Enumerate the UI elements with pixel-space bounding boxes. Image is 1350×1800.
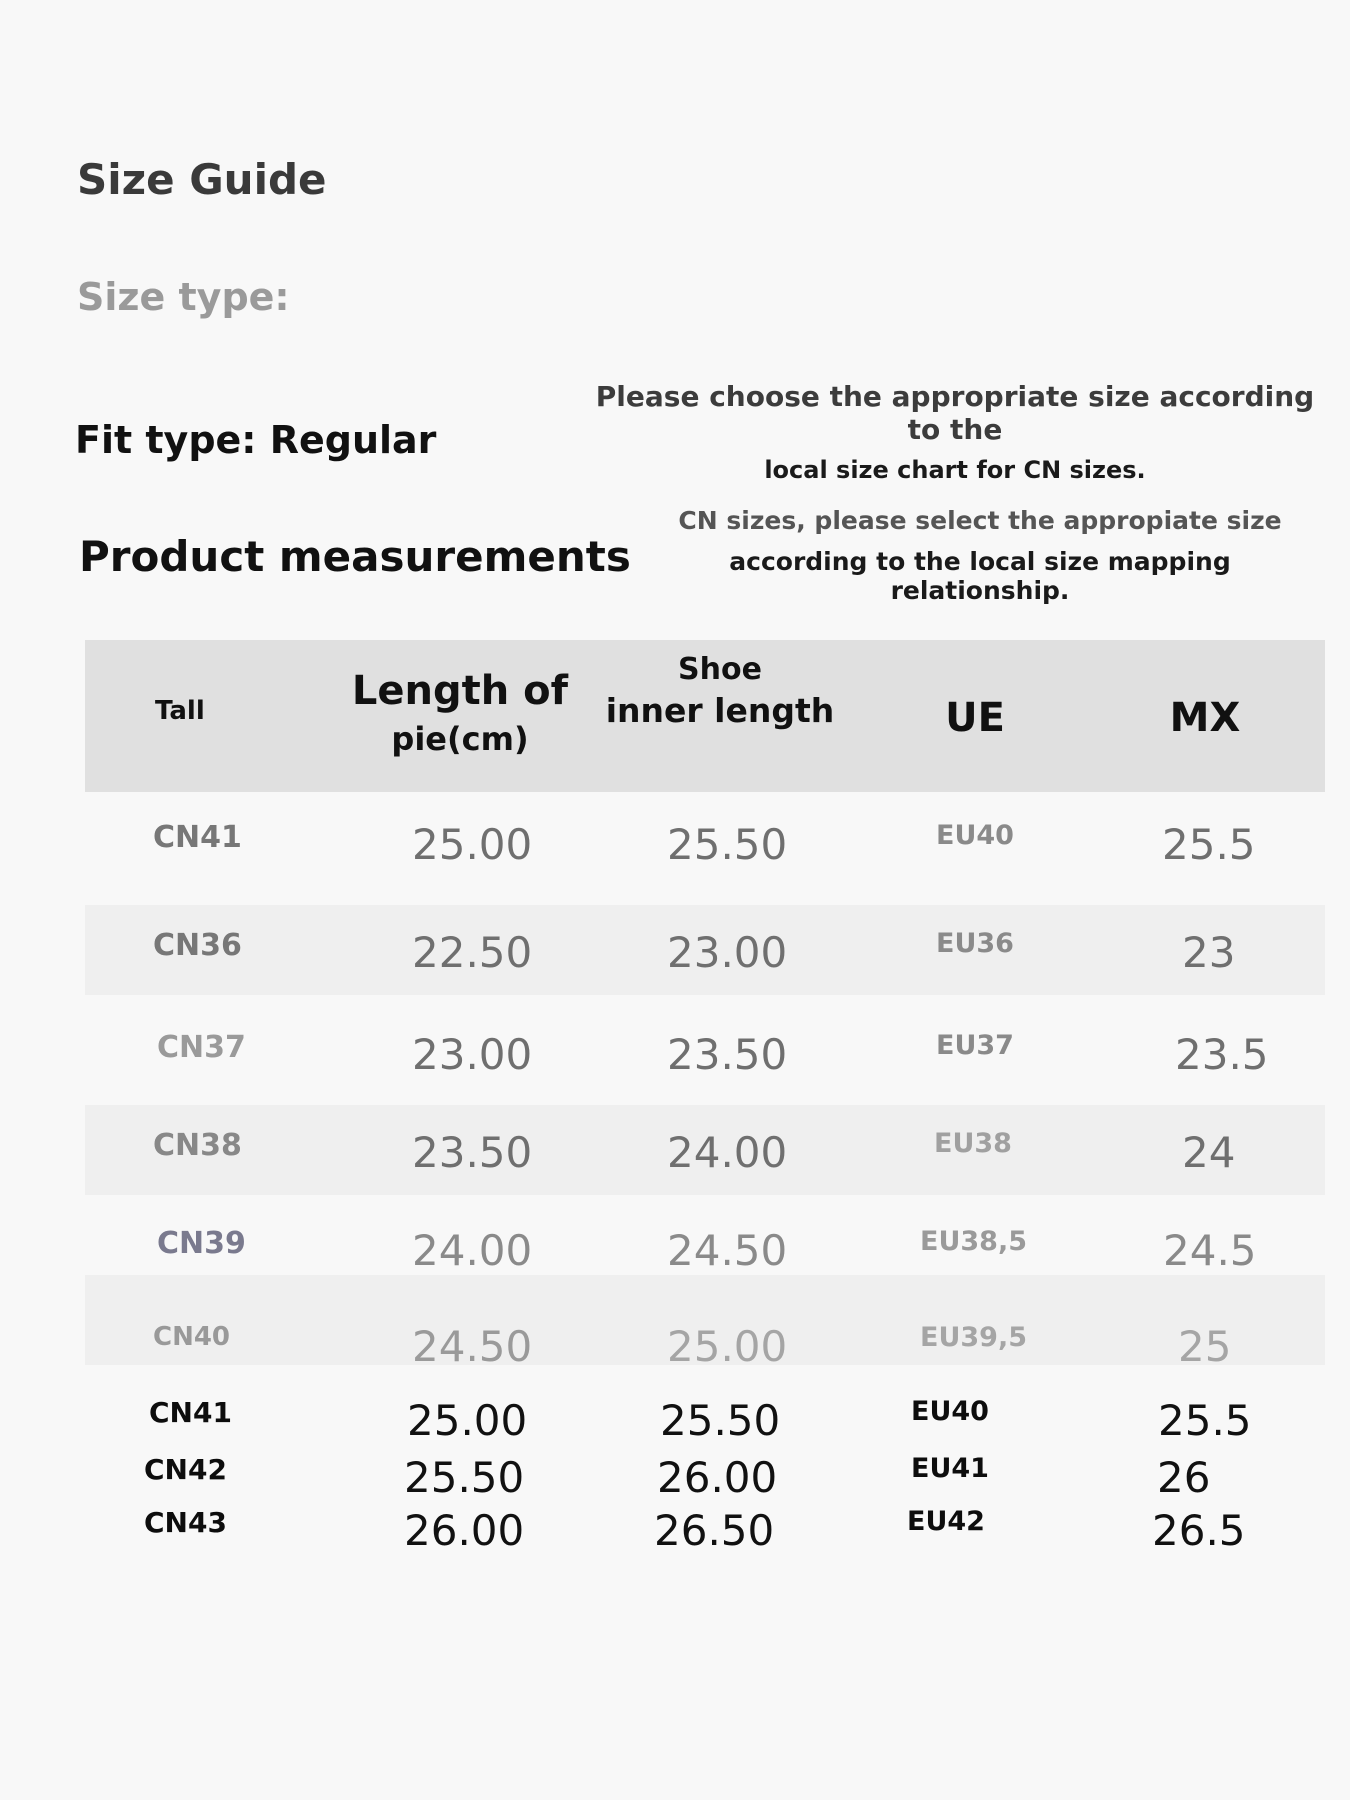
cell-tall: CN43 xyxy=(144,1506,227,1539)
cell-length: 25.00 xyxy=(407,1396,528,1445)
size-choice-note xyxy=(580,380,1330,484)
cell-shoe-length: 25.50 xyxy=(660,1396,781,1445)
cell-ue: EU40 xyxy=(911,1396,989,1427)
cell-mx: 24.5 xyxy=(1163,1226,1257,1275)
cell-mx: 24 xyxy=(1182,1128,1236,1177)
cell-ue: EU38,5 xyxy=(920,1226,1027,1257)
header-mx: MX xyxy=(1169,695,1241,741)
cell-length: 24.50 xyxy=(412,1322,533,1371)
cell-shoe-length: 24.00 xyxy=(667,1128,788,1177)
cell-tall: CN41 xyxy=(149,1396,232,1429)
cell-mx: 26 xyxy=(1157,1453,1211,1502)
cell-shoe-length: 26.50 xyxy=(654,1506,775,1555)
cell-length: 26.00 xyxy=(404,1506,525,1555)
cell-ue: EU41 xyxy=(911,1453,989,1484)
table-row xyxy=(0,1322,1350,1392)
cell-ue: EU40 xyxy=(936,820,1014,851)
cell-tall: CN40 xyxy=(153,1322,231,1352)
cell-shoe-length: 24.50 xyxy=(667,1226,788,1275)
cell-ue: EU38 xyxy=(934,1128,1012,1159)
cell-length: 24.00 xyxy=(412,1226,533,1275)
cell-length: 25.50 xyxy=(404,1453,525,1502)
cell-shoe-length: 23.00 xyxy=(667,928,788,977)
header-shoe-line1: Shoe xyxy=(678,652,762,687)
fit-type-label: Fit type: Regular xyxy=(75,418,437,462)
cell-shoe-length: 25.50 xyxy=(667,820,788,869)
size-mapping-note-line2: according to the local size mapping relationship. xyxy=(729,547,1231,605)
cell-mx: 25 xyxy=(1178,1322,1232,1371)
table-row xyxy=(0,928,1350,998)
cell-tall: CN42 xyxy=(144,1453,227,1486)
cell-ue: EU37 xyxy=(936,1030,1014,1061)
cell-mx: 25.5 xyxy=(1162,820,1256,869)
table-row xyxy=(0,820,1350,890)
cell-length: 23.00 xyxy=(412,1030,533,1079)
header-length-line1: Length of xyxy=(351,668,569,714)
cell-length: 25.00 xyxy=(412,820,533,869)
cell-shoe-length: 25.00 xyxy=(667,1322,788,1371)
header-tall: Tall xyxy=(155,696,205,726)
cell-length: 22.50 xyxy=(412,928,533,977)
table-row xyxy=(0,1128,1350,1198)
table-row xyxy=(0,1226,1350,1296)
cell-tall: CN41 xyxy=(153,820,242,855)
cell-ue: EU42 xyxy=(907,1506,985,1537)
cell-ue: EU39,5 xyxy=(920,1322,1027,1353)
size-choice-note-line2: local size chart for CN sizes. xyxy=(764,456,1146,484)
cell-shoe-length: 26.00 xyxy=(657,1453,778,1502)
size-mapping-note-line1: CN sizes, please select the appropiate size xyxy=(678,506,1282,535)
cell-tall: CN37 xyxy=(157,1030,246,1065)
cell-tall: CN39 xyxy=(157,1226,246,1261)
cell-tall: CN38 xyxy=(153,1128,242,1163)
cell-shoe-length: 23.50 xyxy=(667,1030,788,1079)
table-row xyxy=(0,1506,1350,1576)
header-ue: UE xyxy=(945,695,1005,741)
header-shoe-inner-length xyxy=(600,652,840,730)
cell-tall: CN36 xyxy=(153,928,242,963)
product-measurements-heading: Product measurements xyxy=(79,532,631,581)
header-length xyxy=(340,668,580,758)
cell-mx: 26.5 xyxy=(1152,1506,1246,1555)
size-choice-note-line1: Please choose the appropriate size according to the xyxy=(595,380,1315,446)
cell-mx: 25.5 xyxy=(1158,1396,1252,1445)
size-type-label: Size type: xyxy=(77,275,290,319)
table-row xyxy=(0,1030,1350,1100)
size-mapping-note xyxy=(650,506,1310,605)
page-title: Size Guide xyxy=(77,155,327,204)
header-length-line2: pie(cm) xyxy=(391,720,529,758)
header-shoe-line2: inner length xyxy=(605,691,835,730)
cell-ue: EU36 xyxy=(936,928,1014,959)
cell-mx: 23.5 xyxy=(1175,1030,1269,1079)
cell-length: 23.50 xyxy=(412,1128,533,1177)
cell-mx: 23 xyxy=(1182,928,1236,977)
